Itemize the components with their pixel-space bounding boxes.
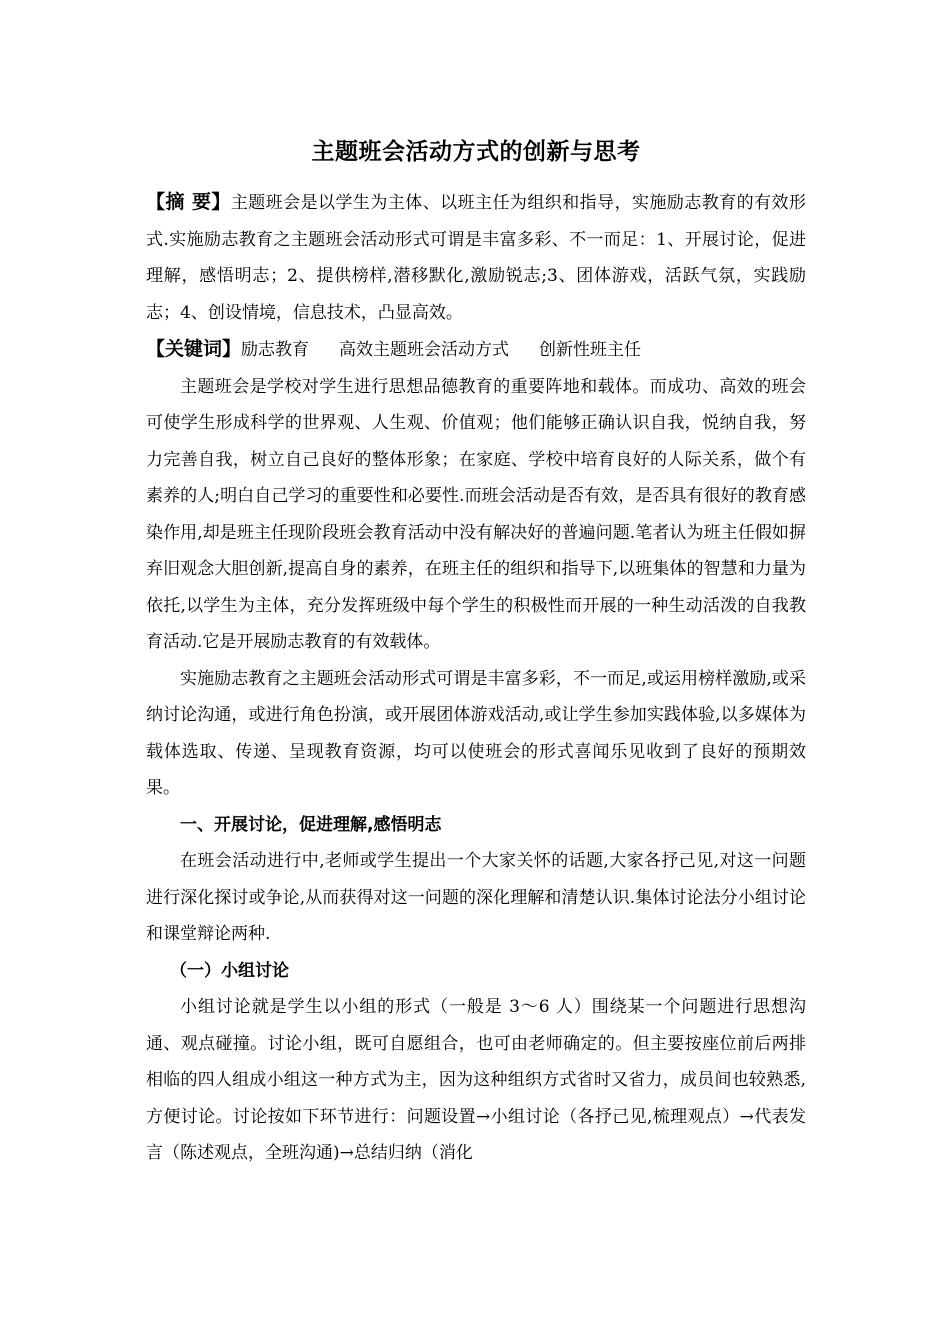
keyword-3: 创新性班主任 xyxy=(539,340,642,360)
subsection-heading-1: （一）小组讨论 xyxy=(170,960,289,981)
keywords xyxy=(146,331,806,369)
body-paragraph-2: 实施励志教育之主题班会活动形式可谓是丰富多彩，不一而足,或运用榜样激励,或采纳讨论沟通，或进行角色扮演，或开展团体游戏活动,或让学生参加实践体验,以多媒体为载体选取、传递、呈现教育资源，均可以使班会的形式喜闻乐见收到了良好的预期效果。 xyxy=(146,668,806,798)
keywords-label: 【关键词】 xyxy=(146,338,242,360)
document-page xyxy=(146,132,806,1172)
keyword-1: 励志教育 xyxy=(241,340,310,360)
abstract-text: 主题班会是以学生为主体、以班主任为组织和指导，实施励志教育的有效形式.实施励志教育之主题班会活动形式可谓是丰富多彩、不一而足：1、开展讨论，促进理解，感悟明志；2、提供榜样,潜移默化,激励锐志;3、团体游戏，活跃气氛，实践励志；4、创设情境，信息技术，凸显高效。 xyxy=(146,193,806,323)
section-heading-1: 一、开展讨论，促进理解,感悟明志 xyxy=(180,814,442,835)
abstract xyxy=(146,184,806,331)
abstract-label: 【摘 要】 xyxy=(146,191,231,213)
body-paragraph-1: 主题班会是学校对学生进行思想品德教育的重要阵地和载体。而成功、高效的班会可使学生形成科学的世界观、人生观、价值观；他们能够正确认识自我，悦纳自我，努力完善自我，树立自己良好的整体形象；在家庭、学校中培育良好的人际关系，做个有素养的人;明白自己学习的重要性和必要性.而班会活动是否有效，是否具有很好的教育感染作用,却是班主任现阶段班会教育活动中没有解决好的普遍问题.笔者认为班主任假如摒弃旧观念大胆创新,提高自身的素养，在班主任的组织和指导下,以班集体的智慧和力量为依托,以学生为主体，充分发挥班级中每个学生的积极性而开展的一种生动活泼的自我教育活动.它是开展励志教育的有效载体。 xyxy=(146,376,806,652)
subsection-1-paragraph: 小组讨论就是学生以小组的形式（一般是 3～6 人）围绕某一个问题进行思想沟通、观点碰撞。讨论小组，既可自愿组合，也可由老师确定的。但主要按座位前后两排相临的四人组成小组这一种方式为主，因为这种组织方式省时又省力，成员间也较熟悉,方便讨论。讨论按如下环节进行：问题设置→小组讨论（各抒己见,梳理观点）→代表发言（陈述观点，全班沟通)→总结归纳（消化 xyxy=(146,997,806,1163)
section-1-paragraph: 在班会活动进行中,老师或学生提出一个大家关怀的话题,大家各抒己见,对这一问题进行深化探讨或争论,从而获得对这一问题的深化理解和清楚认识.集体讨论法分小组讨论和课堂辩论两种. xyxy=(146,851,806,944)
keyword-2: 高效主题班会活动方式 xyxy=(339,340,510,360)
document-title: 主题班会活动方式的创新与思考 xyxy=(311,139,641,165)
